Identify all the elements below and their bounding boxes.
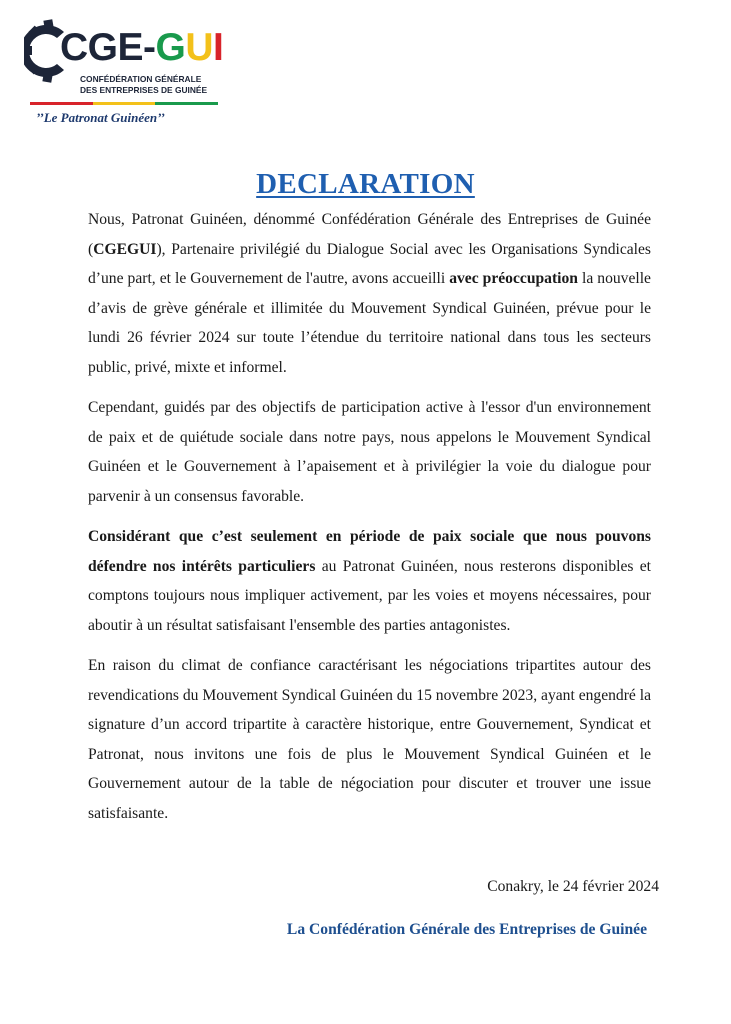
cgegui-logo xyxy=(24,18,224,110)
signature: La Confédération Générale des Entreprises de Guinée xyxy=(286,921,647,938)
paragraph-1-text-a: Nous, Patronat Guinéen, dénommé Confédération Générale des Entreprises de Guinée ( xyxy=(88,211,651,258)
paragraph-1-text-c: la nouvelle d’avis de grève générale et illimitée du Mouvement Syndical Guinéen, prévue pour le lundi 26 février 2024 sur toute l’étendue du territoire national dans tous les secteurs public, privé, mixte et informel. xyxy=(88,270,651,376)
paragraph-2: Cependant, guidés par des objectifs de participation active à l'essor d'un environnement de paix et de quiétude sociale dans notre pays, nous appelons le Mouvement Syndical Guinéen et le Gouvernement à l’apaisement et à privilégier la voie du dialogue pour parvenir à un consensus favorable. xyxy=(88,399,651,505)
logo-acronym-cge: CGE xyxy=(60,26,144,69)
logo-acronym-sep: - xyxy=(143,26,156,69)
paragraph-1-bold-cgegui: CGEGUI xyxy=(93,240,157,258)
paragraph-1 xyxy=(88,205,651,382)
flag-yellow xyxy=(93,102,156,105)
logo-acronym-gui: GUI xyxy=(155,26,224,69)
logo-subtitle-line2: DES ENTREPRISES DE GUINÉE xyxy=(80,84,208,95)
logo-flag-stripe xyxy=(30,102,218,105)
declaration-body xyxy=(88,205,651,839)
paragraph-1-text-b: ), Partenaire privilégié du Dialogue Social avec les Organisations Syndicales d’une part, et le Gouvernement de l'autre, avons accueilli xyxy=(88,240,651,287)
tagline: ’’Le Patronat Guinéen’’ xyxy=(36,110,165,125)
flag-green xyxy=(155,102,218,105)
paragraph-3-text: au Patronat Guinéen, nous resterons disponibles et comptons toujours nous impliquer activement, par les voies et moyens nécessaires, pour aboutir à un résultat satisfaisant l'ensemble des parties antagonistes. xyxy=(88,557,651,634)
logo-wordmark xyxy=(60,28,223,67)
paragraph-3-bold: Considérant que c’est seulement en période de paix sociale que nous pouvons défendre nos intérêts particuliers xyxy=(88,528,651,575)
paragraph-3 xyxy=(88,522,651,640)
paragraph-4: En raison du climat de confiance caractérisant les négociations tripartites autour des revendications du Mouvement Syndical Guinéen du 15 novembre 2023, ayant engendré la signature d’un accord tripartite à caractère historique, entre Gouvernement, Syndicat et Patronat, nous invitons une fois de plus le Mouvement Syndical Guinéen et le Gouvernement autour de la table de négociation pour discuter et trouver une issue satisfaisante. xyxy=(88,657,651,822)
paragraph-1-bold-preoccupation: avec préoccupation xyxy=(449,270,578,287)
date-line: Conakry, le 24 février 2024 xyxy=(487,878,659,895)
logo-subtitle-line1: CONFÉDÉRATION GÉNÉRALE xyxy=(80,74,202,84)
flag-red xyxy=(30,102,93,105)
logo-subtitle xyxy=(80,74,207,95)
document-title: DECLARATION xyxy=(256,168,475,200)
